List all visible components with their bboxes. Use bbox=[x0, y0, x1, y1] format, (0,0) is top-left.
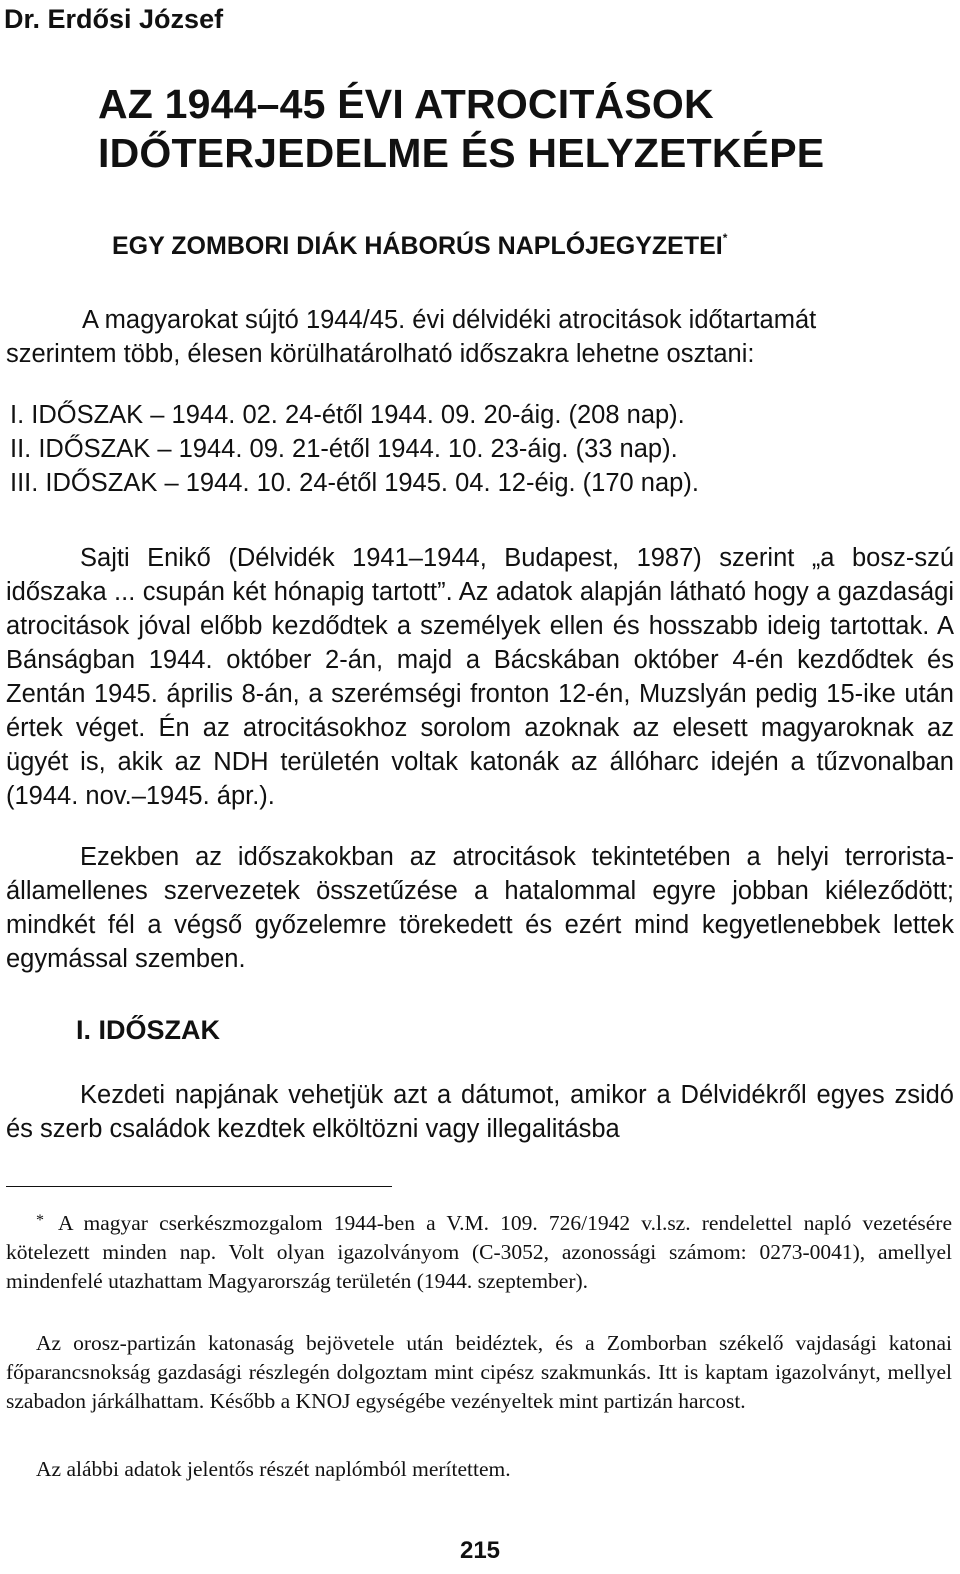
subtitle-footnote-mark: * bbox=[722, 231, 728, 245]
period-list bbox=[10, 398, 950, 500]
intro-paragraph bbox=[6, 303, 956, 371]
body-paragraph-2 bbox=[6, 840, 954, 976]
footnote-1-text: A magyar cserkészmozgalom 1944-ben a V.M. 109. 726/1942 v.l.sz. rendelettel napló vezetésére kötelezett minden nap. Volt olyan igazolványom (C-3052, azonossági számom: 0273-0041), amellyel mindenfelé utazhattam Magyarország területén (1944. szeptember). bbox=[6, 1211, 952, 1293]
intro-line-2: szerintem több, élesen körülhatárolható időszakra lehetne osztani: bbox=[6, 340, 755, 368]
article-title bbox=[98, 80, 824, 178]
article-subtitle bbox=[112, 222, 727, 262]
footnote-3-text: Az alábbi adatok jelentős részét naplómból merítettem. bbox=[36, 1457, 511, 1481]
paragraph-2-text: Ezekben az időszakokban az atrocitások tekintetében a helyi terrorista-államellenes szervezetek összetűzése a hatalommal egyre jobban kiéleződött; mindkét fél a végső győzelemre törekedett és ezért mind kegyetlenebbek lettek egymással szemben. bbox=[6, 843, 954, 973]
title-line-2: IDŐTERJEDELME ÉS HELYZETKÉPE bbox=[98, 130, 825, 176]
footnote-divider bbox=[6, 1186, 392, 1187]
footnote-mark: * bbox=[36, 1212, 44, 1229]
footnote-2-text: Az orosz-partizán katonaság bejövetele után beidéztek, és a Zomborban székelő vajdasági katonai főparancsnokság gazdasági részlegén dolgoztam mint cipész szakmunkás. Itt is kaptam igazolványt, mellyel szabadon járkálhattam. Később a KNOJ egységébe vezényeltek mint partizán harcost. bbox=[6, 1331, 952, 1413]
footnote-2 bbox=[6, 1329, 952, 1416]
period-item: II. IDŐSZAK – 1944. 09. 21-étől 1944. 10. 23-áig. (33 nap). bbox=[10, 435, 678, 463]
body-paragraph-3 bbox=[6, 1078, 954, 1146]
footnote-1 bbox=[6, 1206, 952, 1296]
body-paragraph-1 bbox=[6, 541, 954, 813]
title-line-1: AZ 1944–45 ÉVI ATROCITÁSOK bbox=[98, 81, 714, 127]
page-number: 215 bbox=[459, 1537, 501, 1564]
section-heading: I. IDŐSZAK bbox=[76, 1015, 221, 1045]
period-item: III. IDŐSZAK – 1944. 10. 24-étől 1945. 04. 12-éig. (170 nap). bbox=[10, 469, 699, 497]
paragraph-1-text: Sajti Enikő (Délvidék 1941–1944, Budapest, 1987) szerint „a bosz-szú időszaka ... csupán két hónapig tartott”. Az adatok alapján látható hogy a gazdasági atrocitások jóval előbb kezdődtek a személyek ellen és hosszabb ideig tartottak. A Bánságban 1944. október 2-án, majd a Bácskában október 4-én kezdődtek és Zentán 1945. április 8-án, a szerémségi fronton 12-én, Muzslyán pedig 15-ike után értek véget. Én az atrocitásokhoz sorolom azoknak az elesett magyaroknak az ügyét is, akik az NDH területén voltak katonák az állóharc idején a tűzvonalban (1944. nov.–1945. ápr.). bbox=[6, 544, 954, 810]
footnote-3 bbox=[6, 1455, 952, 1484]
subtitle-text: EGY ZOMBORI DIÁK HÁBORÚS NAPLÓJEGYZETEI bbox=[112, 232, 723, 260]
intro-line-1: A magyarokat sújtó 1944/45. évi délvidéki atrocitások időtartamát bbox=[82, 306, 817, 334]
period-item: I. IDŐSZAK – 1944. 02. 24-étől 1944. 09. 20-áig. (208 nap). bbox=[10, 401, 685, 429]
author-name: Dr. Erdősi József bbox=[4, 4, 224, 34]
paragraph-3-text: Kezdeti napjának vehetjük azt a dátumot, amikor a Délvidékről egyes zsidó és szerb családok kezdtek elköltözni vagy illegalitásba bbox=[6, 1081, 954, 1143]
